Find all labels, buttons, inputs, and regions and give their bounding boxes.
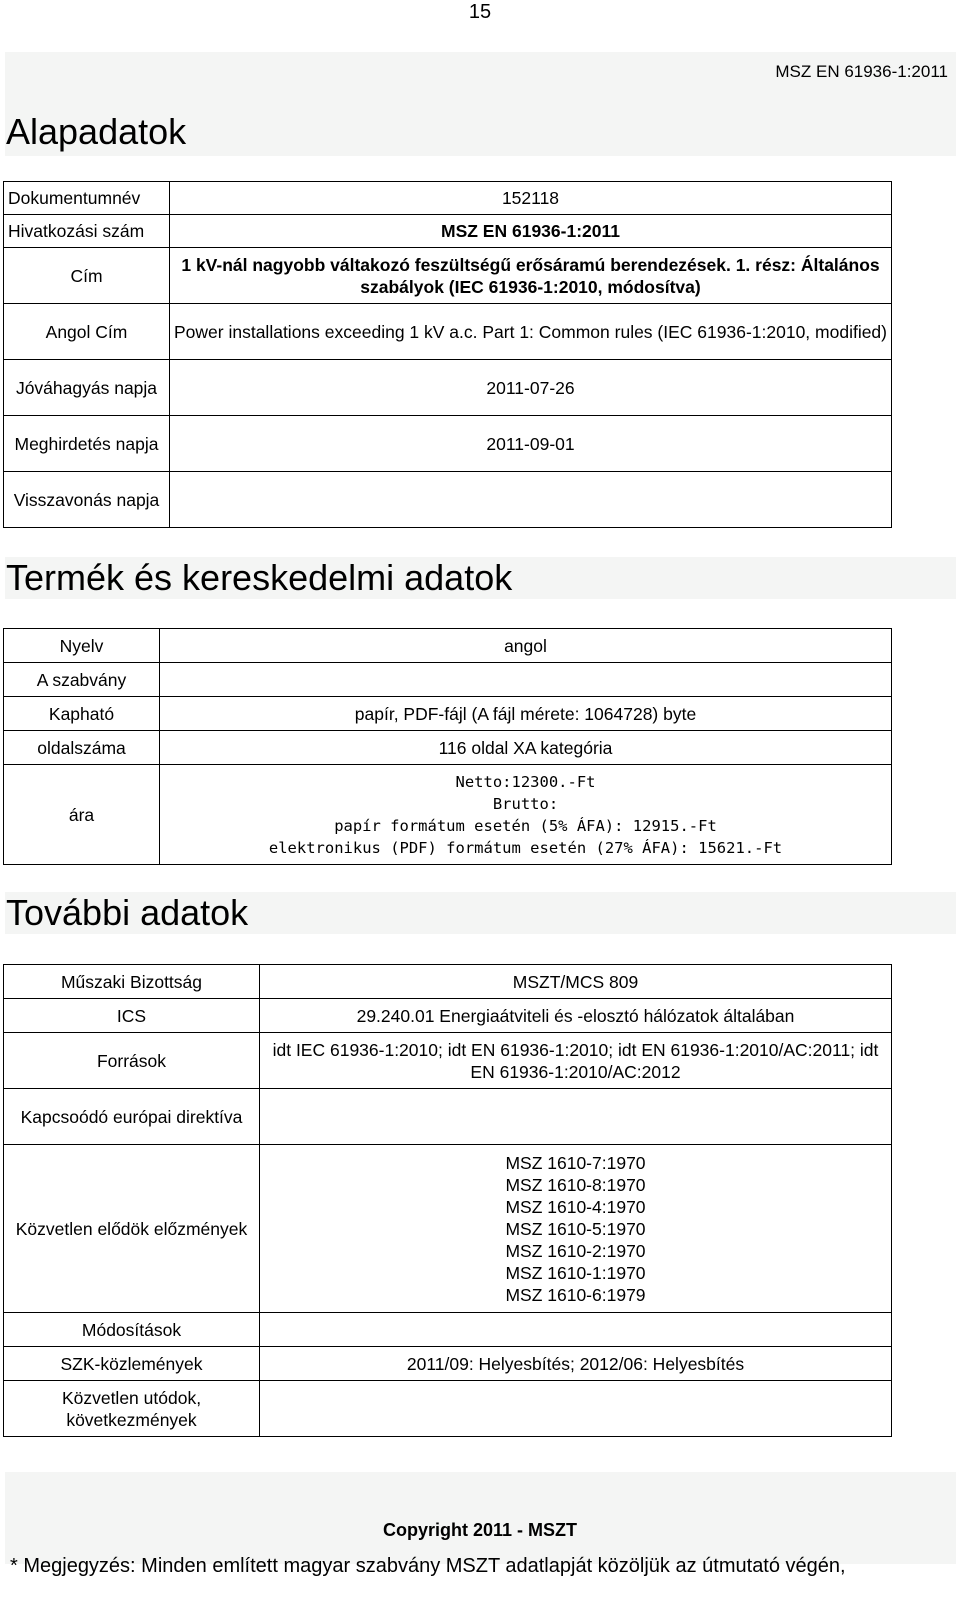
table-row	[4, 215, 892, 248]
lang-label: Nyelv	[4, 629, 160, 663]
ics-label: ICS	[4, 999, 260, 1033]
footnote: * Megjegyzés: Minden említett magyar szabvány MSZT adatlapját közöljük az útmutató végén,	[10, 1555, 846, 1577]
withdraw-value	[170, 472, 892, 528]
en-title-label: Angol Cím	[4, 304, 170, 360]
table-row	[4, 965, 892, 999]
approval-label: Jóváhagyás napja	[4, 360, 170, 416]
pages-value: 116 oldal XA kategória	[160, 731, 892, 765]
withdraw-label: Visszavonás napja	[4, 472, 170, 528]
price-value	[160, 765, 892, 865]
table-row	[4, 304, 892, 360]
table-row	[4, 1347, 892, 1381]
avail-value: papír, PDF-fájl (A fájl mérete: 1064728) byte	[160, 697, 892, 731]
doc-name-label: Dokumentumnév	[4, 182, 170, 215]
price-line: papír formátum esetén (5% ÁFA): 12915.-Ft	[334, 816, 717, 835]
tc-value: MSZT/MCS 809	[260, 965, 892, 999]
table-row	[4, 1033, 892, 1089]
successors-value	[260, 1381, 892, 1437]
table-row	[4, 1145, 892, 1313]
price-line: Netto:12300.-Ft	[455, 772, 596, 791]
predecessor-item: MSZ 1610-2:1970	[505, 1240, 646, 1261]
szk-value: 2011/09: Helyesbítés; 2012/06: Helyesbítés	[260, 1347, 892, 1381]
table-row	[4, 248, 892, 304]
ref-value: MSZ EN 61936-1:2011	[170, 215, 892, 248]
title-value: 1 kV-nál nagyobb váltakozó feszültségű erősáramú berendezések. 1. rész: Általános szabályok (IEC 61936-1:2010, módosítva)	[170, 248, 892, 304]
sources-label: Források	[4, 1033, 260, 1089]
predecessors-value	[260, 1145, 892, 1313]
section-title-more: További adatok	[6, 892, 249, 933]
table-row	[4, 472, 892, 528]
more-data-table	[3, 964, 892, 1437]
pages-label: oldalszáma	[4, 731, 160, 765]
section-title-basic: Alapadatok	[6, 111, 187, 152]
table-row	[4, 697, 892, 731]
table-row	[4, 1089, 892, 1145]
szk-label: SZK-közlemények	[4, 1347, 260, 1381]
table-row	[4, 1381, 892, 1437]
approval-value: 2011-07-26	[170, 360, 892, 416]
table-row	[4, 731, 892, 765]
footer-band	[5, 1472, 956, 1564]
avail-label: Kapható	[4, 697, 160, 731]
ref-label: Hivatkozási szám	[4, 215, 170, 248]
table-row	[4, 182, 892, 215]
amendments-label: Módosítások	[4, 1313, 260, 1347]
standard-id: MSZ EN 61936-1:2011	[775, 62, 948, 81]
lang-value: angol	[160, 629, 892, 663]
predecessor-item: MSZ 1610-6:1979	[505, 1284, 646, 1305]
section-title-commercial: Termék és kereskedelmi adatok	[6, 557, 513, 598]
standard-label: A szabvány	[4, 663, 160, 697]
table-row	[4, 999, 892, 1033]
basic-data-table	[3, 181, 892, 528]
table-row	[4, 629, 892, 663]
announce-label: Meghirdetés napja	[4, 416, 170, 472]
tc-label: Műszaki Bizottság	[4, 965, 260, 999]
commercial-table	[3, 628, 892, 865]
price-line: elektronikus (PDF) formátum esetén (27% ÁFA): 15621.-Ft	[268, 838, 783, 857]
predecessor-item: MSZ 1610-4:1970	[505, 1196, 646, 1217]
title-label: Cím	[4, 248, 170, 304]
price-line: Brutto:	[492, 794, 559, 813]
predecessor-item: MSZ 1610-7:1970	[505, 1152, 646, 1173]
amendments-value	[260, 1313, 892, 1347]
table-row	[4, 765, 892, 865]
ics-value: 29.240.01 Energiaátviteli és -elosztó hálózatok általában	[260, 999, 892, 1033]
directive-value	[260, 1089, 892, 1145]
predecessor-item: MSZ 1610-5:1970	[505, 1218, 646, 1239]
doc-name-value: 152118	[170, 182, 892, 215]
table-row	[4, 663, 892, 697]
sources-value: idt IEC 61936-1:2010; idt EN 61936-1:2010; idt EN 61936-1:2010/AC:2011; idt EN 61936-1:2010/AC:2012	[260, 1033, 892, 1089]
table-row	[4, 416, 892, 472]
predecessor-item: MSZ 1610-1:1970	[505, 1262, 646, 1283]
price-label: ára	[4, 765, 160, 865]
predecessor-item: MSZ 1610-8:1970	[505, 1174, 646, 1195]
page-number: 15	[468, 1, 492, 23]
table-row	[4, 360, 892, 416]
successors-label: Közvetlen utódok, következmények	[4, 1381, 260, 1437]
directive-label: Kapcsoódó európai direktíva	[4, 1089, 260, 1145]
en-title-value: Power installations exceeding 1 kV a.c. Part 1: Common rules (IEC 61936-1:2010, modified)	[170, 304, 892, 360]
predecessors-label: Közvetlen elődök előzmények	[4, 1145, 260, 1313]
standard-value	[160, 663, 892, 697]
copyright: Copyright 2011 - MSZT	[382, 1520, 578, 1540]
table-row	[4, 1313, 892, 1347]
announce-value: 2011-09-01	[170, 416, 892, 472]
